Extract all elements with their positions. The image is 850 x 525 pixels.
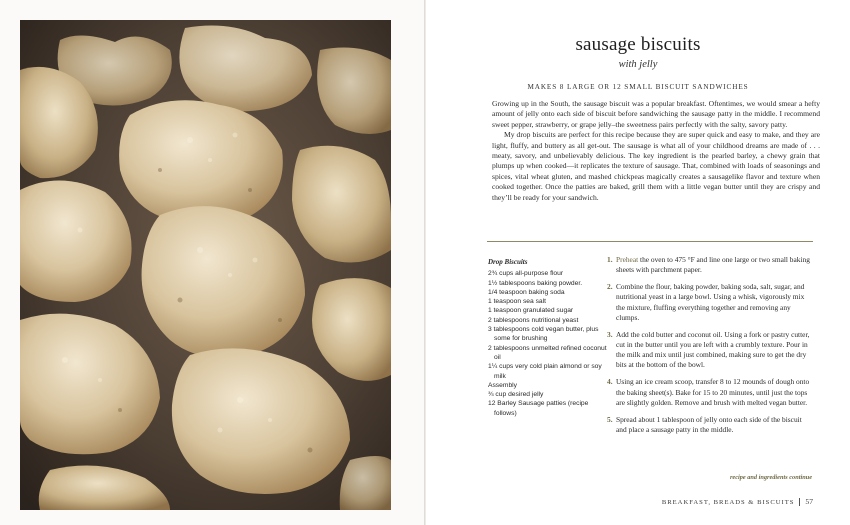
ingredient-item: 2¾ cups all-purpose flour xyxy=(488,270,564,278)
step-text: Combine the flour, baking powder, baking soda, salt, sugar, and nutritional yeast in a large bowl. Using a whisk, vigorously mix the mixture, fluffing everything together and removing any clumps. xyxy=(616,282,805,322)
step-text: Using an ice cream scoop, transfer 8 to 12 mounds of dough onto the baking sheet(s). Bake for 15 to 20 minutes, until just the tops are slightly golden. Remove and brush with melted vegan butter. xyxy=(616,377,810,407)
ingredient-item: 1¼ cups very cold plain almond or soy milk xyxy=(488,363,602,380)
step-number: 5. xyxy=(607,414,613,424)
method-step xyxy=(609,330,813,371)
page-number: 57 xyxy=(805,497,813,506)
ingredient-item: 1 teaspoon sea salt xyxy=(488,298,546,306)
method-step xyxy=(609,377,813,408)
ingredient-subheading: Assembly xyxy=(488,381,517,389)
recipe-yield: MAKES 8 LARGE OR 12 SMALL BISCUIT SANDWICHES xyxy=(527,83,749,91)
step-text: Add the cold butter and coconut oil. Using a fork or pastry cutter, cut in the butter until you are left with a crumbly texture. Pour in the milk and mix until just combined, making sure to get the dry bits at the bottom of the bowl. xyxy=(616,329,810,370)
step-number: 2. xyxy=(607,282,613,292)
footer-divider xyxy=(799,498,800,506)
ingredient-item: 1 teaspoon granulated sugar xyxy=(488,307,574,315)
ingredient-item: 1/4 teaspoon baking soda xyxy=(488,288,565,296)
step-lead-word: Preheat xyxy=(616,255,639,264)
method-step xyxy=(609,282,813,323)
recipe-subtitle: with jelly xyxy=(618,59,658,70)
intro-paragraph: My drop biscuits are perfect for this recipe because they are super quick and easy to make, and they are light, fluffy, and buttery as all get-out. The sausage is what all of your childhood dreams are made of . . . meaty, savory, and unbelievably delicious. The key ingredient is the pearled barley, a chewy grain that plumps up when cooked—it replicates the texture of sausage. That, combined with loads of seasonings and spices, vital wheat gluten, and mashed chickpeas magically creates a sausagelike flavor and texture when cooked together. Once the patties are baked, grill them with a little vegan butter until they are crispy and they’ll be ready for your sandwich. xyxy=(492,130,820,202)
method-step xyxy=(609,415,813,435)
right-page xyxy=(426,0,850,525)
step-number: 1. xyxy=(607,255,613,264)
biscuits-photo xyxy=(20,20,391,510)
ingredient-item: ¾ cup desired jelly xyxy=(488,391,544,399)
recipe-title: sausage biscuits xyxy=(575,34,701,55)
method-steps xyxy=(609,255,813,442)
footer-section: BREAKFAST, BREADS & BISCUITS xyxy=(661,499,795,506)
step-text: the oven to 475 °F and line one large or two small baking sheets with parchment paper. xyxy=(616,255,810,275)
section-divider xyxy=(487,241,813,242)
intro-paragraph: Growing up in the South, the sausage biscuit was a popular breakfast. Oftentimes, we would smear a hefty amount of jelly onto each side of biscuit before sandwiching the sausage patty in the middle. I recommend sweet pepper, strawberry, or grape jelly–the sweetness pairs perfectly with the salty, savory patty. xyxy=(492,99,820,129)
ingredients-list xyxy=(488,258,608,418)
ingredient-item: 2 tablespoons unmelted refined coconut oil xyxy=(488,344,607,361)
continue-note: recipe and ingredients continue xyxy=(729,474,812,481)
ingredient-item: 2 tablespoons nutritional yeast xyxy=(488,316,579,324)
step-text: Spread about 1 tablespoon of jelly onto each side of the biscuit and place a sausage patty in the middle. xyxy=(616,414,802,435)
method-step xyxy=(609,255,813,275)
step-number: 4. xyxy=(607,377,613,387)
ingredient-item: 1½ tablespoons baking powder. xyxy=(488,279,583,287)
ingredient-item: 12 Barley Sausage patties (recipe follows) xyxy=(488,400,589,417)
ingredients-heading: Drop Biscuits xyxy=(488,258,528,266)
ingredient-item: 3 tablespoons cold vegan butter, plus some for brushing xyxy=(488,326,599,343)
page-footer xyxy=(606,497,813,506)
food-photo-icon xyxy=(20,20,391,510)
recipe-intro xyxy=(492,99,820,203)
step-number: 3. xyxy=(607,329,613,339)
